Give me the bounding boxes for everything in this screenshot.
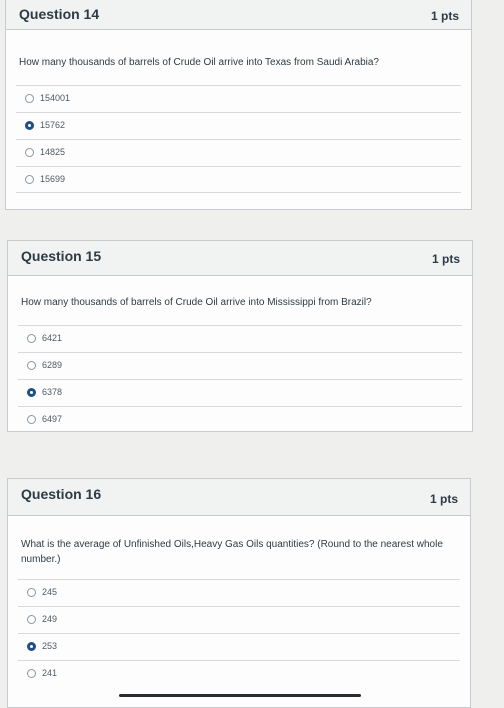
answer-option[interactable] [18, 379, 462, 406]
question-text: How many thousands of barrels of Crude Oil arrive into Texas from Saudi Arabia? [19, 57, 379, 68]
radio-button[interactable] [25, 148, 34, 157]
answer-option[interactable] [18, 606, 460, 633]
radio-button[interactable] [27, 615, 36, 624]
horizontal-scrollbar[interactable] [119, 694, 361, 697]
answer-option[interactable] [16, 85, 461, 112]
answer-list [16, 85, 461, 193]
question-14-card [5, 0, 472, 210]
question-text: How many thousands of barrels of Crude Oil arrive into Mississippi from Brazil? [21, 297, 372, 308]
question-points: 1 pts [430, 9, 459, 23]
answer-list [18, 325, 462, 433]
question-points: 1 pts [431, 252, 460, 266]
question-title: Question 15 [21, 248, 102, 264]
answer-option[interactable] [18, 406, 462, 433]
answer-option[interactable] [16, 166, 461, 193]
radio-button-selected[interactable] [25, 121, 34, 130]
question-header [8, 241, 472, 276]
question-header [8, 479, 470, 516]
question-title: Question 16 [21, 486, 102, 502]
question-15-card [7, 240, 473, 432]
answer-label: 245 [42, 587, 58, 597]
answer-label: 249 [42, 614, 58, 624]
question-title: Question 14 [19, 6, 100, 22]
answer-label: 6497 [42, 414, 63, 424]
answer-label: 15762 [40, 120, 66, 130]
answer-label: 6289 [42, 360, 63, 370]
answer-option[interactable] [18, 579, 460, 606]
radio-button[interactable] [25, 175, 34, 184]
radio-button[interactable] [27, 415, 36, 424]
radio-button[interactable] [27, 361, 36, 370]
answer-label: 6421 [42, 333, 63, 343]
radio-button[interactable] [27, 669, 36, 678]
answer-label: 241 [42, 668, 58, 678]
question-16-card [7, 478, 471, 708]
radio-button-selected[interactable] [27, 642, 36, 651]
radio-button[interactable] [27, 334, 36, 343]
radio-button[interactable] [27, 588, 36, 597]
answer-option[interactable] [18, 352, 462, 379]
answer-option[interactable] [18, 325, 462, 352]
answer-label: 6378 [42, 387, 63, 397]
answer-label: 154001 [40, 93, 71, 103]
question-points: 1 pts [429, 492, 458, 506]
radio-button-selected[interactable] [27, 388, 36, 397]
radio-button[interactable] [25, 94, 34, 103]
answer-label: 253 [42, 641, 58, 651]
answer-option[interactable] [18, 633, 460, 660]
answer-option[interactable] [18, 660, 460, 687]
question-text: What is the average of Unfinished Oils,Heavy Gas Oils quantities? (Round to the nearest whole number.) [21, 539, 443, 565]
answer-label: 14825 [40, 147, 66, 157]
question-header [6, 0, 471, 30]
answer-list [18, 579, 460, 687]
answer-option[interactable] [16, 112, 461, 139]
answer-label: 15699 [40, 174, 66, 184]
answer-option[interactable] [16, 139, 461, 166]
